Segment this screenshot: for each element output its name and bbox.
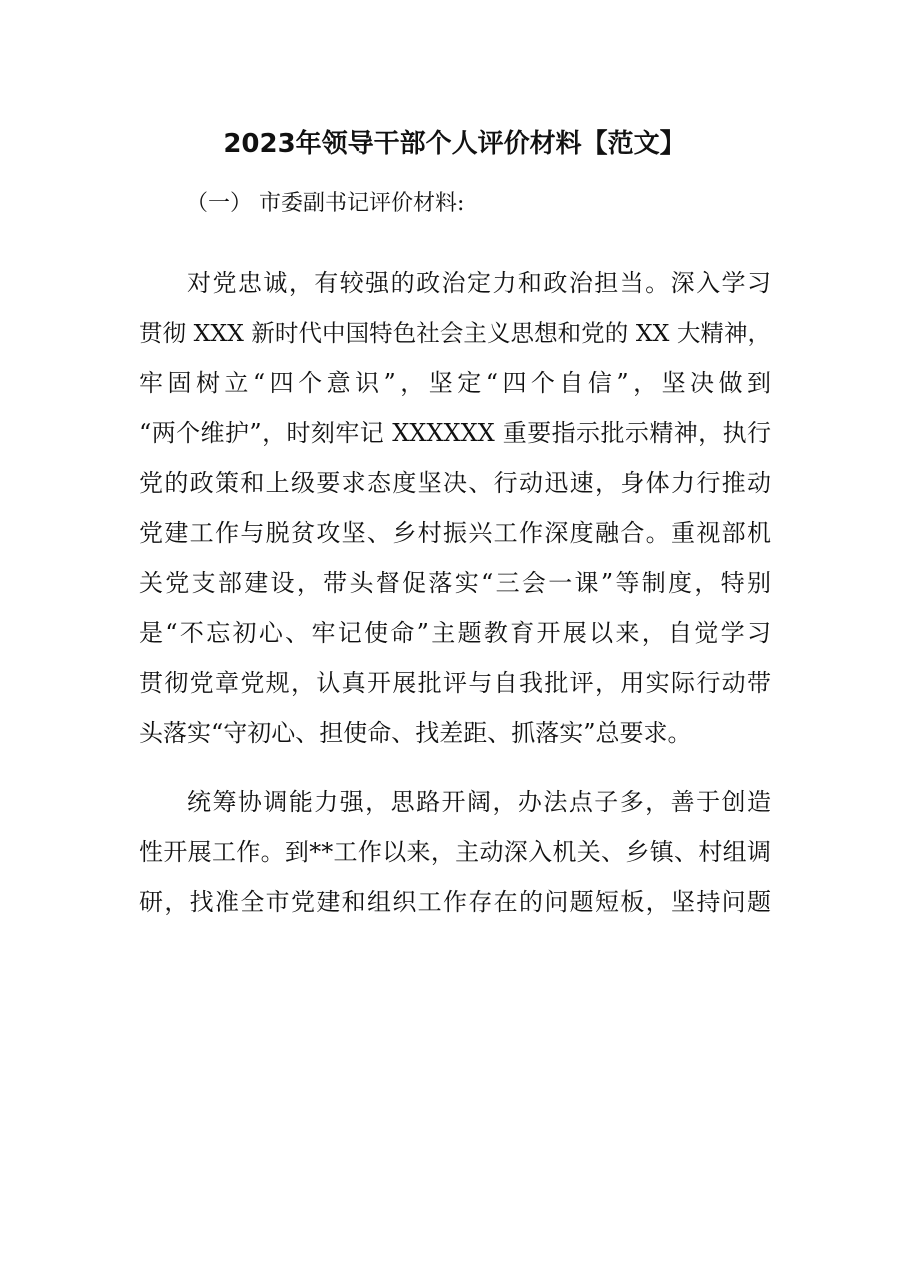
text-line: 贯彻党章党规，认真开展批评与自我批评，用实际行动带 [139,669,771,697]
paragraph [139,259,771,759]
text-line: “两个维护”，时刻牢记 XXXXXX 重要指示批示精神，执行 [139,419,771,447]
text-line: 性开展工作。到**工作以来，主动深入机关、乡镇、村组调 [139,838,771,866]
text-line: 统筹协调能力强，思路开阔，办法点子多，善于创造 [187,788,771,816]
document-body [139,259,771,928]
text-line: 研，找准全市党建和组织工作存在的问题短板，坚持问题 [139,888,771,916]
paragraph [139,778,771,928]
text-line: 贯彻 XXX 新时代中国特色社会主义思想和党的 XX 大精神， [139,319,771,347]
section-heading: （一） 市委副书记评价材料: [186,191,465,216]
text-line: 关党支部建设，带头督促落实“三会一课”等制度，特别 [139,569,771,597]
text-line: 头落实“守初心、担使命、找差距、抓落实”总要求。 [139,719,692,747]
text-line: 党的政策和上级要求态度坚决、行动迅速，身体力行推动 [139,469,771,497]
text-line: 是“不忘初心、牢记使命”主题教育开展以来，自觉学习 [139,619,771,647]
text-line: 牢固树立“四个意识”，坚定“四个自信”，坚决做到 [139,369,771,397]
text-line: 党建工作与脱贫攻坚、乡村振兴工作深度融合。重视部机 [139,519,771,547]
document-title: 2023年领导干部个人评价材料【范文】 [223,129,686,159]
text-line: 对党忠诚，有较强的政治定力和政治担当。深入学习 [187,269,771,297]
